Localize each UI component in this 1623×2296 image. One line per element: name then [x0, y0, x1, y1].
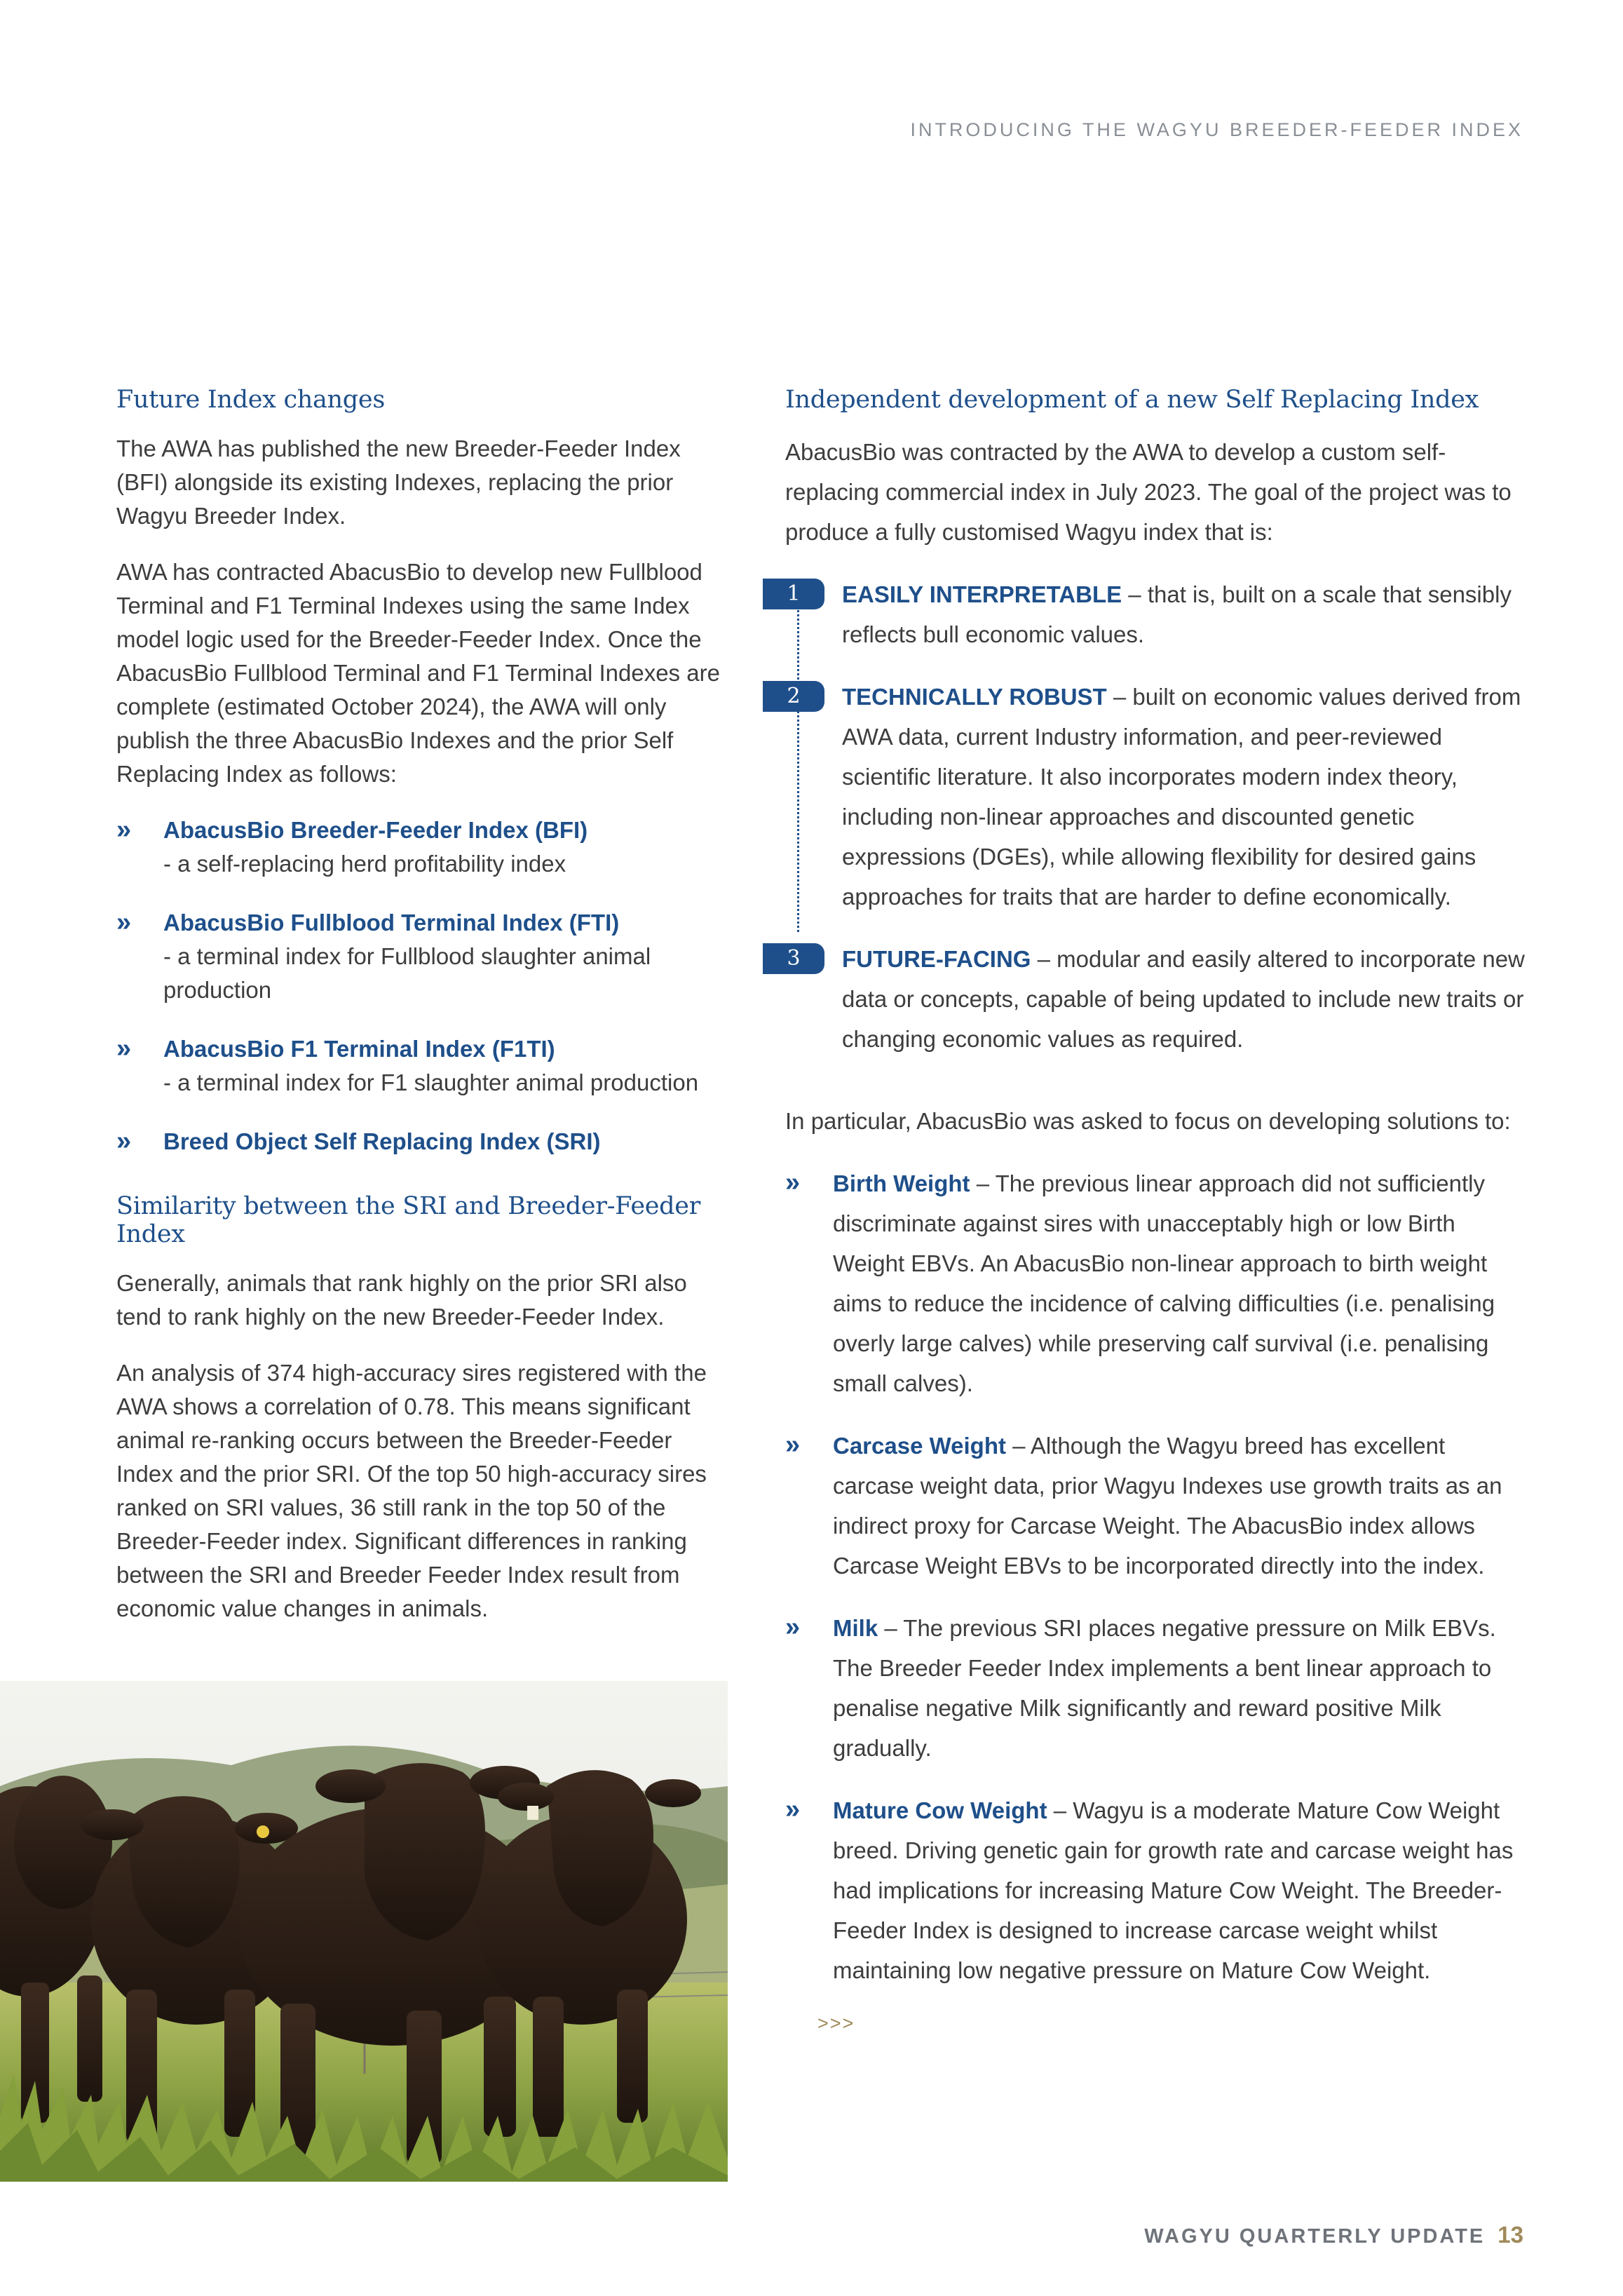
intro-paragraph: AbacusBio was contracted by the AWA to develop a custom self-replacing commercial index in July 2023. The goal of the project was to produce a fully customised Wagyu index that is: — [785, 439, 1512, 545]
self-replacing-heading: Independent development of a new Self Replacing Index — [785, 386, 1479, 414]
list-item-title: Milk — [833, 1615, 878, 1641]
list-item-desc: - a terminal index for F1 slaughter animal production — [163, 1069, 699, 1095]
cattle-illustration — [0, 1681, 728, 2182]
list-item-title: Birth Weight — [833, 1170, 970, 1196]
list-item — [116, 1032, 726, 1100]
numbered-item-desc: – modular and easily altered to incorporate new data or concepts, capable of being updated to include new traits or changing economic values as required. — [842, 946, 1525, 1052]
numbered-item-title: TECHNICALLY ROBUST — [842, 684, 1107, 710]
chevron-double-right-icon: » — [116, 1126, 132, 1156]
list-item-title: Carcase Weight — [833, 1433, 1006, 1459]
similarity-paragraph-2: An analysis of 374 high-accuracy sires registered with the AWA shows a correlation of 0.78. This means significant animal re-ranking occurs between the Breeder-Feeder Index and the prior SRI. Of the top 50 high-accuracy sires ranked on SRI values, 36 still rank in the top 50 of the Breeder-Feeder index. Significant differences in ranking between the SRI and Breeder Feeder Index result from economic value changes in animals. — [116, 1360, 707, 1621]
solutions-list — [785, 1163, 1528, 1990]
list-item-desc: – Wagyu is a moderate Mature Cow Weight breed. Driving genetic gain for growth rate and carcase weight has had implications for increasing Mature Cow Weight. The Breeder-Feeder Index is designed to increase carcase weight whilst maintaining low negative pressure on Mature Cow Weight. — [833, 1797, 1514, 1983]
list-item-title: AbacusBio Breeder-Feeder Index (BFI) — [163, 817, 588, 843]
list-item-desc: – The previous linear approach did not sufficiently discriminate against sires with unacceptably high or low Birth Weight EBVs. An AbacusBio non-linear approach to birth weight aims to reduce the incidence of calving difficulties (i.e. penalising overly large calves) while preserving calf survival (i.e. penalising small calves). — [833, 1170, 1495, 1396]
right-column — [785, 386, 1528, 2034]
numbered-list — [785, 574, 1528, 1059]
continued-marker: >>> — [817, 2013, 855, 2034]
chevron-double-right-icon: » — [116, 907, 132, 937]
number-badge: 3 — [763, 943, 824, 974]
chevron-double-right-icon: » — [785, 1430, 801, 1459]
numbered-item — [785, 574, 1528, 654]
list-item — [116, 906, 726, 1007]
similarity-paragraph-1: Generally, animals that rank highly on the prior SRI also tend to rank highly on the new Breeder-Feeder Index. — [116, 1270, 687, 1330]
list-item — [785, 1426, 1528, 1586]
list-item — [785, 1163, 1528, 1403]
footer-title: WAGYU QUARTERLY UPDATE — [1144, 2225, 1486, 2248]
list-item-desc: – Although the Wagyu breed has excellent carcase weight data, prior Wagyu Indexes use growth traits as an indirect proxy for Carcase Weight. The AbacusBio index allows Carcase Weight EBVs to be incorporated directly into the index. — [833, 1433, 1502, 1579]
numbered-item-desc: – that is, built on a scale that sensibly reflects bull economic values. — [842, 581, 1512, 647]
list-item-desc: - a terminal index for Fullblood slaughter animal production — [163, 943, 651, 1003]
cattle-photo — [0, 1681, 728, 2182]
numbered-item — [785, 677, 1528, 917]
list-item — [116, 813, 726, 881]
list-item — [785, 1608, 1528, 1768]
list-item-title: AbacusBio Fullblood Terminal Index (FTI) — [163, 910, 620, 936]
left-column — [116, 386, 726, 1648]
numbered-item-desc: – built on economic values derived from AWA data, current Industry information, and peer-reviewed scientific literature. It also incorporates modern index theory, including non-linear approaches and discounted genetic expressions (DGEs), while allowing flexibility for desired gains approaches for traits that are harder to define economically. — [842, 684, 1521, 910]
future-paragraph-2: AWA has contracted AbacusBio to develop new Fullblood Terminal and F1 Terminal Indexes using the same Index model logic used for the Breeder-Feeder Index. Once the AbacusBio Fullblood Terminal and F1 Terminal Indexes are complete (estimated October 2024), the AWA will only publish the three AbacusBio Indexes and the prior Self Replacing Index as follows: — [116, 559, 720, 787]
list-item-title: Breed Object Self Replacing Index (SRI) — [163, 1128, 601, 1154]
similarity-heading: Similarity between the SRI and Breeder-Feeder Index — [116, 1192, 701, 1248]
chevron-double-right-icon: » — [785, 1612, 801, 1642]
list-item — [116, 1125, 726, 1159]
chevron-double-right-icon: » — [785, 1795, 801, 1824]
chevron-double-right-icon: » — [116, 815, 132, 844]
particular-paragraph: In particular, AbacusBio was asked to focus on developing solutions to: — [785, 1108, 1511, 1134]
numbered-item-title: EASILY INTERPRETABLE — [842, 581, 1122, 607]
list-item-desc: – The previous SRI places negative pressure on Milk EBVs. The Breeder Feeder Index implements a bent linear approach to penalise negative Milk significantly and reward positive Milk gradually. — [833, 1615, 1496, 1761]
numbered-item-title: FUTURE-FACING — [842, 946, 1031, 972]
list-item — [785, 1790, 1528, 1990]
running-header: INTRODUCING THE WAGYU BREEDER-FEEDER INDEX — [910, 119, 1523, 140]
future-index-heading: Future Index changes — [116, 386, 385, 414]
numbered-item — [785, 939, 1528, 1059]
list-item-title: Mature Cow Weight — [833, 1797, 1047, 1823]
index-list — [116, 813, 726, 1159]
number-badge: 1 — [763, 579, 824, 609]
future-paragraph-1: The AWA has published the new Breeder-Feeder Index (BFI) alongside its existing Indexes, replacing the prior Wagyu Breeder Index. — [116, 435, 681, 529]
list-item-desc: - a self-replacing herd profitability index — [163, 851, 566, 877]
number-badge: 2 — [763, 681, 824, 712]
footer — [1144, 2222, 1523, 2248]
chevron-double-right-icon: » — [116, 1034, 132, 1063]
chevron-double-right-icon: » — [785, 1168, 801, 1197]
page-number: 13 — [1498, 2222, 1523, 2248]
list-item-title: AbacusBio F1 Terminal Index (F1TI) — [163, 1036, 555, 1062]
